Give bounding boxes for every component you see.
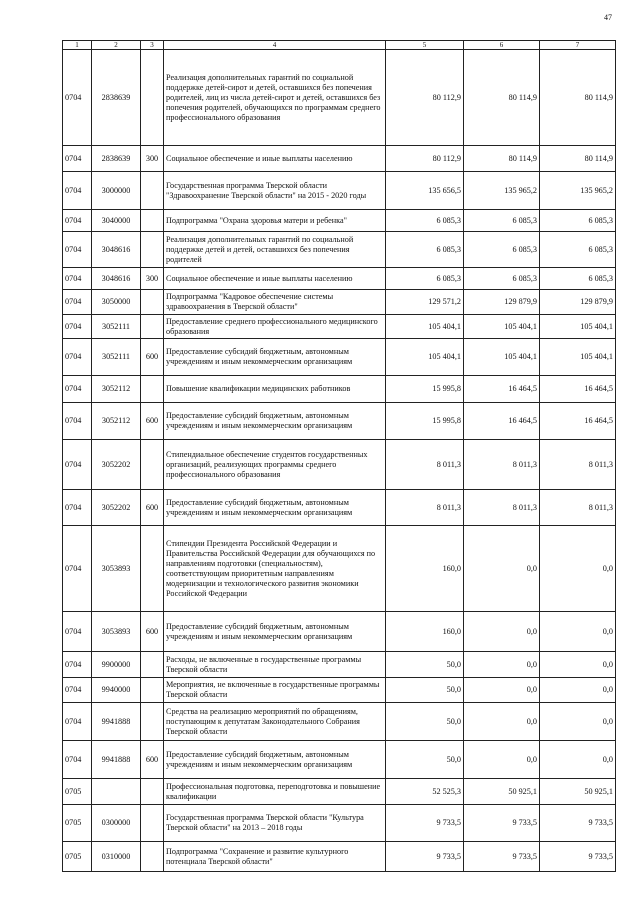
amount-year2-cell: 50 925,1 (464, 779, 540, 805)
header-cell-4: 4 (164, 41, 386, 50)
table-row (63, 268, 616, 290)
amount-year1-cell: 50,0 (386, 652, 464, 678)
table-row (63, 376, 616, 403)
amount-year2-cell: 135 965,2 (464, 172, 540, 210)
section-code-cell: 0704 (63, 232, 92, 268)
description-cell: Профессиональная подготовка, переподготовка и повышение квалификации (164, 779, 386, 805)
table-row (63, 703, 616, 741)
amount-year3-cell: 105 404,1 (540, 315, 616, 339)
target-article-cell: 9941888 (92, 703, 141, 741)
expense-type-cell (141, 652, 164, 678)
amount-year3-cell: 6 085,3 (540, 232, 616, 268)
target-article-cell: 3000000 (92, 172, 141, 210)
description-cell: Предоставление субсидий бюджетным, автономным учреждениям и иным некоммерческим организациям (164, 403, 386, 440)
table-row (63, 50, 616, 146)
amount-year2-cell: 16 464,5 (464, 403, 540, 440)
table-row (63, 741, 616, 779)
description-cell: Стипендии Президента Российской Федерации и Правительства Российской Федерации для обучающихся по направлениям подготовки (специальностям), соответствующим приоритетным направлениям модернизации и технологического развития экономики Российской Федерации (164, 526, 386, 612)
amount-year2-cell: 9 733,5 (464, 805, 540, 842)
amount-year2-cell: 0,0 (464, 678, 540, 703)
section-code-cell: 0704 (63, 440, 92, 490)
amount-year2-cell: 16 464,5 (464, 376, 540, 403)
header-cell-3: 3 (141, 41, 164, 50)
amount-year2-cell: 129 879,9 (464, 290, 540, 315)
target-article-cell: 3052112 (92, 376, 141, 403)
amount-year2-cell: 0,0 (464, 612, 540, 652)
description-cell: Предоставление субсидий бюджетным, автономным учреждениям и иным некоммерческим организациям (164, 490, 386, 526)
amount-year2-cell: 6 085,3 (464, 268, 540, 290)
amount-year1-cell: 15 995,8 (386, 403, 464, 440)
description-cell: Предоставление субсидий бюджетным, автономным учреждениям и иным некоммерческим организациям (164, 339, 386, 376)
amount-year3-cell: 129 879,9 (540, 290, 616, 315)
amount-year1-cell: 160,0 (386, 526, 464, 612)
amount-year3-cell: 0,0 (540, 526, 616, 612)
amount-year3-cell: 0,0 (540, 652, 616, 678)
target-article-cell (92, 779, 141, 805)
amount-year2-cell: 105 404,1 (464, 315, 540, 339)
section-code-cell: 0704 (63, 172, 92, 210)
amount-year2-cell: 8 011,3 (464, 440, 540, 490)
section-code-cell: 0704 (63, 612, 92, 652)
expense-type-cell (141, 678, 164, 703)
table-row (63, 232, 616, 268)
expense-type-cell: 300 (141, 268, 164, 290)
amount-year3-cell: 8 011,3 (540, 440, 616, 490)
description-cell: Реализация дополнительных гарантий по социальной поддержке детей-сирот и детей, оставшихся без попечения родителей, лиц из числа детей-сирот и детей, оставшихся без попечения родителей, обучающихся по программам среднего профессионального образования (164, 50, 386, 146)
target-article-cell: 3052112 (92, 403, 141, 440)
amount-year2-cell: 0,0 (464, 652, 540, 678)
table-row (63, 210, 616, 232)
expense-type-cell (141, 703, 164, 741)
section-code-cell: 0704 (63, 490, 92, 526)
page-number: 47 (604, 13, 612, 22)
section-code-cell: 0704 (63, 339, 92, 376)
amount-year3-cell: 50 925,1 (540, 779, 616, 805)
amount-year2-cell: 105 404,1 (464, 339, 540, 376)
amount-year1-cell: 52 525,3 (386, 779, 464, 805)
table-row (63, 146, 616, 172)
amount-year2-cell: 0,0 (464, 526, 540, 612)
description-cell: Подпрограмма "Сохранение и развитие культурного потенциала Тверской области" (164, 842, 386, 872)
description-cell: Мероприятия, не включенные в государственные программы Тверской области (164, 678, 386, 703)
amount-year3-cell: 0,0 (540, 612, 616, 652)
amount-year3-cell: 135 965,2 (540, 172, 616, 210)
amount-year1-cell: 8 011,3 (386, 440, 464, 490)
expense-type-cell (141, 376, 164, 403)
target-article-cell: 9900000 (92, 652, 141, 678)
target-article-cell: 2838639 (92, 50, 141, 146)
description-cell: Социальное обеспечение и иные выплаты населению (164, 268, 386, 290)
expense-type-cell: 600 (141, 339, 164, 376)
expense-type-cell: 600 (141, 741, 164, 779)
table-row (63, 779, 616, 805)
budget-table (62, 40, 616, 872)
description-cell: Социальное обеспечение и иные выплаты населению (164, 146, 386, 172)
target-article-cell: 3052111 (92, 315, 141, 339)
table-row (63, 652, 616, 678)
description-cell: Подпрограмма "Кадровое обеспечение системы здравоохранения в Тверской области" (164, 290, 386, 315)
amount-year1-cell: 9 733,5 (386, 842, 464, 872)
header-cell-6: 6 (464, 41, 540, 50)
amount-year1-cell: 105 404,1 (386, 315, 464, 339)
section-code-cell: 0704 (63, 741, 92, 779)
header-cell-1: 1 (63, 41, 92, 50)
section-code-cell: 0705 (63, 779, 92, 805)
target-article-cell: 0300000 (92, 805, 141, 842)
target-article-cell: 3048616 (92, 268, 141, 290)
description-cell: Государственная программа Тверской области "Здравоохранение Тверской области" на 2015 - 2020 годы (164, 172, 386, 210)
table-row (63, 403, 616, 440)
expense-type-cell: 300 (141, 146, 164, 172)
amount-year2-cell: 80 114,9 (464, 146, 540, 172)
amount-year2-cell: 8 011,3 (464, 490, 540, 526)
amount-year3-cell: 0,0 (540, 678, 616, 703)
amount-year1-cell: 80 112,9 (386, 50, 464, 146)
target-article-cell: 3052202 (92, 490, 141, 526)
expense-type-cell (141, 210, 164, 232)
table-row (63, 290, 616, 315)
section-code-cell: 0704 (63, 652, 92, 678)
table-header-row (63, 41, 616, 50)
amount-year1-cell: 9 733,5 (386, 805, 464, 842)
table-row (63, 440, 616, 490)
section-code-cell: 0704 (63, 268, 92, 290)
target-article-cell: 9940000 (92, 678, 141, 703)
target-article-cell: 9941888 (92, 741, 141, 779)
amount-year1-cell: 129 571,2 (386, 290, 464, 315)
table-row (63, 678, 616, 703)
amount-year1-cell: 6 085,3 (386, 232, 464, 268)
table-row (63, 490, 616, 526)
amount-year1-cell: 50,0 (386, 678, 464, 703)
target-article-cell: 3040000 (92, 210, 141, 232)
section-code-cell: 0705 (63, 842, 92, 872)
section-code-cell: 0704 (63, 403, 92, 440)
amount-year2-cell: 6 085,3 (464, 232, 540, 268)
description-cell: Предоставление среднего профессионального медицинского образования (164, 315, 386, 339)
description-cell: Средства на реализацию мероприятий по обращениям, поступающим к депутатам Законодательного Собрания Тверской области (164, 703, 386, 741)
amount-year3-cell: 0,0 (540, 741, 616, 779)
amount-year3-cell: 9 733,5 (540, 842, 616, 872)
amount-year3-cell: 6 085,3 (540, 268, 616, 290)
expense-type-cell: 600 (141, 612, 164, 652)
amount-year1-cell: 6 085,3 (386, 210, 464, 232)
target-article-cell: 0310000 (92, 842, 141, 872)
expense-type-cell (141, 50, 164, 146)
table-row (63, 315, 616, 339)
section-code-cell: 0704 (63, 526, 92, 612)
amount-year2-cell: 80 114,9 (464, 50, 540, 146)
amount-year1-cell: 80 112,9 (386, 146, 464, 172)
amount-year1-cell: 50,0 (386, 703, 464, 741)
target-article-cell: 3050000 (92, 290, 141, 315)
amount-year3-cell: 16 464,5 (540, 376, 616, 403)
header-cell-2: 2 (92, 41, 141, 50)
section-code-cell: 0704 (63, 315, 92, 339)
section-code-cell: 0704 (63, 703, 92, 741)
expense-type-cell (141, 526, 164, 612)
target-article-cell: 3053893 (92, 526, 141, 612)
expense-type-cell (141, 290, 164, 315)
amount-year3-cell: 6 085,3 (540, 210, 616, 232)
section-code-cell: 0704 (63, 146, 92, 172)
target-article-cell: 3048616 (92, 232, 141, 268)
amount-year3-cell: 8 011,3 (540, 490, 616, 526)
section-code-cell: 0704 (63, 290, 92, 315)
expense-type-cell (141, 172, 164, 210)
description-cell: Предоставление субсидий бюджетным, автономным учреждениям и иным некоммерческим организациям (164, 612, 386, 652)
section-code-cell: 0704 (63, 376, 92, 403)
amount-year3-cell: 9 733,5 (540, 805, 616, 842)
description-cell: Предоставление субсидий бюджетным, автономным учреждениям и иным некоммерческим организациям (164, 741, 386, 779)
expense-type-cell: 600 (141, 490, 164, 526)
amount-year1-cell: 135 656,5 (386, 172, 464, 210)
amount-year3-cell: 105 404,1 (540, 339, 616, 376)
table-row (63, 339, 616, 376)
table-row (63, 612, 616, 652)
description-cell: Повышение квалификации медицинских работников (164, 376, 386, 403)
section-code-cell: 0704 (63, 50, 92, 146)
amount-year1-cell: 105 404,1 (386, 339, 464, 376)
expense-type-cell (141, 805, 164, 842)
expense-type-cell (141, 440, 164, 490)
description-cell: Подпрограмма "Охрана здоровья матери и ребенка" (164, 210, 386, 232)
expense-type-cell (141, 842, 164, 872)
expense-type-cell (141, 779, 164, 805)
section-code-cell: 0704 (63, 210, 92, 232)
target-article-cell: 3052111 (92, 339, 141, 376)
description-cell: Государственная программа Тверской области "Культура Тверской области" на 2013 – 2018 годы (164, 805, 386, 842)
table-row (63, 805, 616, 842)
table-row (63, 526, 616, 612)
expense-type-cell: 600 (141, 403, 164, 440)
amount-year2-cell: 9 733,5 (464, 842, 540, 872)
amount-year1-cell: 160,0 (386, 612, 464, 652)
header-cell-7: 7 (540, 41, 616, 50)
description-cell: Расходы, не включенные в государственные программы Тверской области (164, 652, 386, 678)
amount-year1-cell: 8 011,3 (386, 490, 464, 526)
target-article-cell: 3053893 (92, 612, 141, 652)
description-cell: Стипендиальное обеспечение студентов государственных организаций, реализующих программы среднего профессионального образования (164, 440, 386, 490)
description-cell: Реализация дополнительных гарантий по социальной поддержке детей и детей, оставшихся без попечения родителей (164, 232, 386, 268)
amount-year1-cell: 50,0 (386, 741, 464, 779)
expense-type-cell (141, 315, 164, 339)
amount-year1-cell: 6 085,3 (386, 268, 464, 290)
table-row (63, 842, 616, 872)
header-cell-5: 5 (386, 41, 464, 50)
amount-year2-cell: 0,0 (464, 741, 540, 779)
target-article-cell: 3052202 (92, 440, 141, 490)
amount-year3-cell: 80 114,9 (540, 146, 616, 172)
amount-year3-cell: 16 464,5 (540, 403, 616, 440)
target-article-cell: 2838639 (92, 146, 141, 172)
amount-year1-cell: 15 995,8 (386, 376, 464, 403)
amount-year3-cell: 80 114,9 (540, 50, 616, 146)
amount-year3-cell: 0,0 (540, 703, 616, 741)
table-row (63, 172, 616, 210)
expense-type-cell (141, 232, 164, 268)
section-code-cell: 0704 (63, 678, 92, 703)
section-code-cell: 0705 (63, 805, 92, 842)
amount-year2-cell: 0,0 (464, 703, 540, 741)
amount-year2-cell: 6 085,3 (464, 210, 540, 232)
